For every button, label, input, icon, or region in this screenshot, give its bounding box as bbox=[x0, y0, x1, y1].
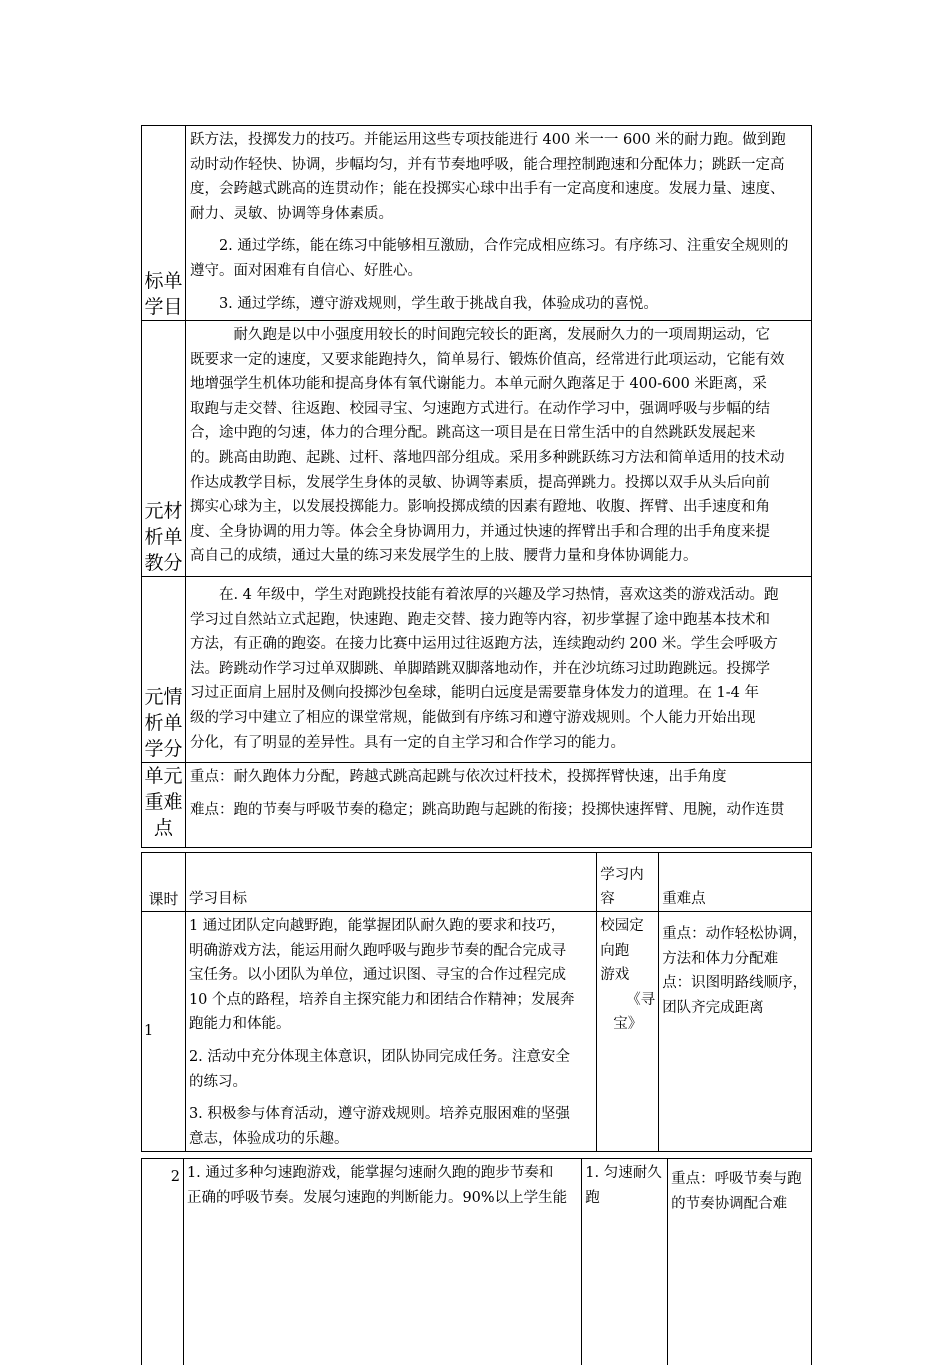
content-line: 1. 匀速耐久 bbox=[585, 1161, 664, 1186]
goal-line: 动时动作轻快、协调，步幅均匀，并有节奏地呼吸，能合理控制跑速和分配体力；跳跃一定高 bbox=[190, 153, 809, 178]
material-analysis-row bbox=[142, 321, 812, 577]
difficulty-line: 点：识图明路线顺序， bbox=[662, 971, 808, 996]
goal-line: 度，会跨越式跳高的连贯动作；能在投掷实心球中出手有一定高度和速度。发展力量、速度、 bbox=[190, 177, 809, 202]
student-analysis-label bbox=[142, 577, 186, 763]
material-analysis-label bbox=[142, 321, 186, 577]
objective-line: 2. 活动中充分体现主体意识，团队协同完成任务。注意安全 bbox=[189, 1045, 593, 1070]
label-line: 教分 bbox=[142, 550, 185, 576]
lesson-number: 2 bbox=[142, 1159, 184, 1365]
header-content-line: 容 bbox=[600, 887, 655, 911]
analysis-line: 学习过自然站立式起跑，快速跑、跑走交替、接力跑等内容，初步掌握了途中跑基本技术和 bbox=[190, 608, 809, 633]
objective-line: 1. 通过多种匀速跑游戏，能掌握匀速耐久跑的跑步节奏和 bbox=[187, 1161, 578, 1186]
content-line: 游戏 bbox=[600, 963, 655, 988]
analysis-line: 作达成教学目标，发展学生身体的灵敏、协调等素质，提高弹跳力。投掷以双手从头后向前 bbox=[190, 471, 809, 496]
analysis-line: 方法，有正确的跑姿。在接力比赛中运用过往返跑方法，连续跑动约 200 米。学生会呼吸方 bbox=[190, 632, 809, 657]
content-line: 校园定 bbox=[600, 914, 655, 939]
analysis-line: 高自己的成绩，通过大量的练习来发展学生的上肢、腰背力量和身体协调能力。 bbox=[190, 544, 809, 569]
objective-line: 意志，体验成功的乐趣。 bbox=[189, 1127, 593, 1152]
lesson-content bbox=[582, 1159, 668, 1365]
label-line: 元情 bbox=[142, 684, 185, 710]
lesson-objectives bbox=[183, 1159, 581, 1365]
key-points-row bbox=[142, 763, 812, 848]
lesson-table bbox=[141, 852, 812, 1152]
lesson-difficulty bbox=[659, 912, 812, 1152]
analysis-line: 取跑与走交替、往返跑、校园寻宝、匀速跑方式进行。在动作学习中，强调呼吸与步幅的结 bbox=[190, 397, 809, 422]
label-line: 元材 bbox=[142, 498, 185, 524]
analysis-line: 习过正面肩上屈肘及侧向投掷沙包垒球，能明白远度是需要靠身体发力的道理。在 1-4 年 bbox=[190, 681, 809, 706]
objective-line: 明确游戏方法，能运用耐久跑呼吸与跑步节奏的配合完成寻 bbox=[189, 939, 593, 964]
objective-line: 宝任务。以小团队为单位，通过识图、寻宝的合作过程完成 bbox=[189, 963, 593, 988]
goal-line: 遵守。面对困难有自信心、好胜心。 bbox=[190, 259, 809, 284]
header-content-line: 学习内 bbox=[600, 863, 655, 887]
lesson-table-continued bbox=[141, 1158, 812, 1365]
header-objectives: 学习目标 bbox=[185, 853, 596, 912]
lesson-header-row bbox=[142, 853, 812, 912]
label-line: 点 bbox=[142, 815, 185, 841]
analysis-line: 掷实心球为主，以发展投掷能力。影响投掷成绩的因素有蹬地、收腹、挥臂、出手速度和角 bbox=[190, 495, 809, 520]
lesson-objectives bbox=[185, 912, 596, 1152]
label-line: 学目 bbox=[142, 294, 185, 320]
goal-line: 3. 通过学练，遵守游戏规则，学生敢于挑战自我，体验成功的喜悦。 bbox=[190, 292, 809, 317]
header-difficulty: 重难点 bbox=[659, 853, 812, 912]
header-content bbox=[597, 853, 659, 912]
label-line: 标单 bbox=[142, 268, 185, 294]
content-line: 宝》 bbox=[600, 1012, 655, 1037]
objective-line: 跑能力和体能。 bbox=[189, 1012, 593, 1037]
analysis-line: 在. 4 年级中，学生对跑跳投技能有着浓厚的兴趣及学习热情，喜欢这类的游戏活动。跑 bbox=[190, 583, 809, 608]
lesson-row bbox=[142, 912, 812, 1152]
unit-goals-content bbox=[185, 126, 811, 321]
goal-line: 跃方法，投掷发力的技巧。并能运用这些专项技能进行 400 米一一 600 米的耐力跑。做到跑 bbox=[190, 128, 809, 153]
key-points-label bbox=[142, 763, 186, 848]
objective-line: 正确的呼吸节奏。发展匀速跑的判断能力。90%以上学生能 bbox=[187, 1186, 578, 1211]
material-analysis-content bbox=[185, 321, 811, 577]
objective-line: 的练习。 bbox=[189, 1070, 593, 1095]
focus-text: 重点：耐久跑体力分配，跨越式跳高起跳与依次过杆技术，投掷挥臂快速，出手角度 bbox=[190, 765, 809, 790]
difficulty-text: 难点：跑的节奏与呼吸节奏的稳定；跳高助跑与起跳的衔接；投掷快速挥臂、甩腕，动作连贯 bbox=[190, 798, 809, 823]
student-analysis-row bbox=[142, 577, 812, 763]
lesson-content bbox=[597, 912, 659, 1152]
objective-line: 1 通过团队定向越野跑，能掌握团队耐久跑的要求和技巧， bbox=[189, 914, 593, 939]
content-line: 向跑 bbox=[600, 939, 655, 964]
analysis-line: 的。跳高由助跑、起跳、过杆、落地四部分组成。采用多种跳跃练习方法和简单适用的技术动 bbox=[190, 446, 809, 471]
goal-line: 耐力、灵敏、协调等身体素质。 bbox=[190, 202, 809, 227]
content-line: 跑 bbox=[585, 1186, 664, 1211]
difficulty-line: 的节奏协调配合难 bbox=[671, 1192, 808, 1217]
analysis-line: 合，途中跑的匀速，体力的合理分配。跳高这一项目是在日常生活中的自然跳跃发展起来 bbox=[190, 421, 809, 446]
analysis-line: 分化，有了明显的差异性。具有一定的自主学习和合作学习的能力。 bbox=[190, 731, 809, 756]
content-line: 《寻 bbox=[600, 988, 655, 1013]
difficulty-line: 重点：动作轻松协调， bbox=[662, 922, 808, 947]
unit-plan-table bbox=[141, 125, 812, 848]
lesson-difficulty bbox=[668, 1159, 812, 1365]
analysis-line: 耐久跑是以中小强度用较长的时间跑完较长的距离，发展耐久力的一项周期运动，它 bbox=[190, 323, 809, 348]
label-line: 单元 bbox=[142, 763, 185, 789]
goal-line: 2. 通过学练，能在练习中能够相互激励，合作完成相应练习。有序练习、注重安全规则的 bbox=[190, 234, 809, 259]
objective-line: 10 个点的路程，培养自主探究能力和团结合作精神；发展奔 bbox=[189, 988, 593, 1013]
objective-line: 3. 积极参与体育活动，遵守游戏规则。培养克服困难的坚强 bbox=[189, 1102, 593, 1127]
key-points-content bbox=[185, 763, 811, 848]
lesson-number: 1 bbox=[142, 912, 186, 1152]
difficulty-line: 重点：呼吸节奏与跑 bbox=[671, 1167, 808, 1192]
lesson-row bbox=[142, 1159, 812, 1365]
label-line: 学分 bbox=[142, 736, 185, 762]
analysis-line: 级的学习中建立了相应的课堂常规，能做到有序练习和遵守游戏规则。个人能力开始出现 bbox=[190, 706, 809, 731]
unit-goals-label bbox=[142, 126, 186, 321]
header-lesson: 课时 bbox=[142, 853, 186, 912]
label-line: 析单 bbox=[142, 710, 185, 736]
analysis-line: 度、全身协调的用力等。体会全身协调用力，并通过快速的挥臂出手和合理的出手角度来提 bbox=[190, 520, 809, 545]
analysis-line: 法。跨跳动作学习过单双脚跳、单脚踏跳双脚落地动作，并在沙坑练习过助跑跳远。投掷学 bbox=[190, 657, 809, 682]
student-analysis-content bbox=[185, 577, 811, 763]
label-line: 重难 bbox=[142, 789, 185, 815]
analysis-line: 既要求一定的速度，又要求能跑持久，简单易行、锻炼价值高，经常进行此项运动，它能有效 bbox=[190, 348, 809, 373]
difficulty-line: 方法和体力分配难 bbox=[662, 947, 808, 972]
analysis-line: 地增强学生机体功能和提高身体有氧代谢能力。本单元耐久跑落足于 400-600 米距离，采 bbox=[190, 372, 809, 397]
label-line: 析单 bbox=[142, 524, 185, 550]
unit-goals-row bbox=[142, 126, 812, 321]
difficulty-line: 团队齐完成距离 bbox=[662, 996, 808, 1021]
